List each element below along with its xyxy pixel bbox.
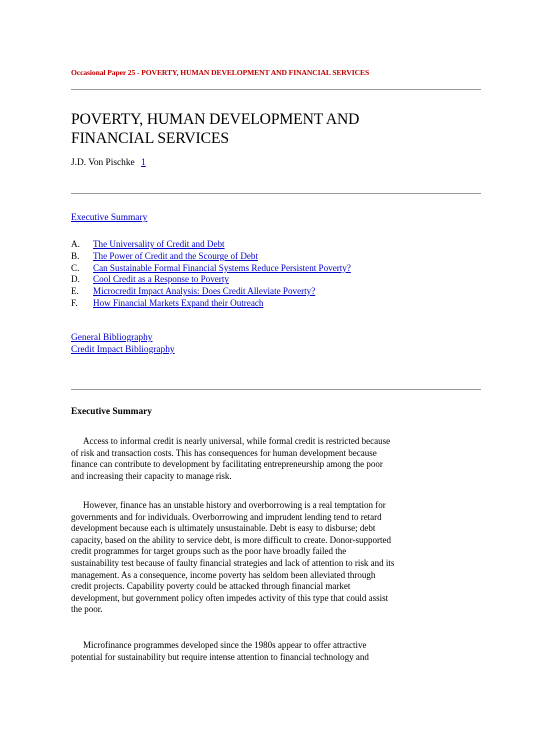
text-line: Access to informal credit is nearly universal, while formal credit is restricted because <box>83 436 391 446</box>
text-line: finance can contribute to development by facilitating entrepreneurship among the poor <box>71 459 383 470</box>
executive-summary-link[interactable]: Executive Summary <box>71 213 148 223</box>
table-of-contents <box>71 239 491 310</box>
toc-link-c[interactable]: Can Sustainable Formal Financial Systems Reduce Persistent Poverty? <box>93 262 351 273</box>
paragraph-3 <box>71 640 483 663</box>
author-name: J.D. Von Pischke <box>71 158 135 168</box>
section-heading: Executive Summary <box>71 407 152 417</box>
toc-letter: B. <box>71 250 80 261</box>
toc-item <box>71 239 491 251</box>
text-line: credit programmes for target groups such as the poor have broadly failed the <box>71 546 347 557</box>
running-head: Occasional Paper 25 - POVERTY, HUMAN DEVELOPMENT AND FINANCIAL SERVICES <box>71 68 370 77</box>
toc-item <box>71 274 491 286</box>
text-line: sustainability test because of faulty financial strategies and lack of attention to risk and its <box>71 557 395 568</box>
footnote-link[interactable]: 1 <box>141 158 146 168</box>
paragraph-1 <box>71 436 483 482</box>
section-rule <box>71 389 481 390</box>
toc-link-b[interactable]: The Power of Credit and the Scourge of Debt <box>93 250 258 261</box>
text-line: and increasing their capacity to manage risk. <box>71 470 232 481</box>
toc-item <box>71 286 491 298</box>
toc-item <box>71 263 491 275</box>
text-line: However, finance has an unstable history and overborrowing is a real temptation for <box>83 500 386 510</box>
author-line <box>71 158 146 168</box>
toc-letter: C. <box>71 262 80 273</box>
text-line: the poor. <box>71 604 103 615</box>
toc-item <box>71 298 491 310</box>
toc-letter: D. <box>71 274 80 285</box>
toc-link-e[interactable]: Microcredit Impact Analysis: Does Credit Alleviate Poverty? <box>93 286 316 297</box>
text-line: credit projects. Capability poverty could be attacked through financial market <box>71 581 351 592</box>
text-line: capacity, based on the ability to service debt, is more difficult to create. Donor-supported <box>71 534 391 545</box>
toc-letter: E. <box>71 286 79 297</box>
title-line-2: FINANCIAL SERVICES <box>71 130 229 147</box>
title-line-1: POVERTY, HUMAN DEVELOPMENT AND <box>71 111 360 128</box>
header-rule <box>71 89 481 90</box>
credit-impact-bibliography-link[interactable]: Credit Impact Bibliography <box>71 344 175 355</box>
toc-link-d[interactable]: Cool Credit as a Response to Poverty <box>93 274 229 285</box>
toc-letter: F. <box>71 297 78 308</box>
text-line: Microfinance programmes developed since the 1980s appear to offer attractive <box>83 640 367 650</box>
executive-summary-link-wrap <box>71 213 147 223</box>
text-line: development because each is ultimately unsustainable. Debt is easy to disburse; debt <box>71 523 376 534</box>
text-line: development, but government policy often impedes activity of this type that could assist <box>71 592 389 603</box>
toc-letter: A. <box>71 239 80 249</box>
page-title <box>71 110 491 148</box>
text-line: of risk and transaction costs. This has consequences for human development because <box>71 447 377 458</box>
bibliography-links <box>71 333 175 357</box>
toc-link-f[interactable]: How Financial Markets Expand their Outreach <box>93 297 264 308</box>
text-line: potential for sustainability but require intense attention to financial technology and <box>71 651 369 662</box>
toc-link-a[interactable]: The Universality of Credit and Debt <box>93 239 225 249</box>
general-bibliography-link[interactable]: General Bibliography <box>71 333 153 343</box>
title-rule <box>71 193 481 194</box>
text-line: management. As a consequence, income poverty has seldom been alleviated through <box>71 569 376 580</box>
toc-item <box>71 251 491 263</box>
text-line: governments and for individuals. Overborrowing and imprudent lending tend to retard <box>71 511 382 522</box>
paragraph-2 <box>71 500 483 616</box>
